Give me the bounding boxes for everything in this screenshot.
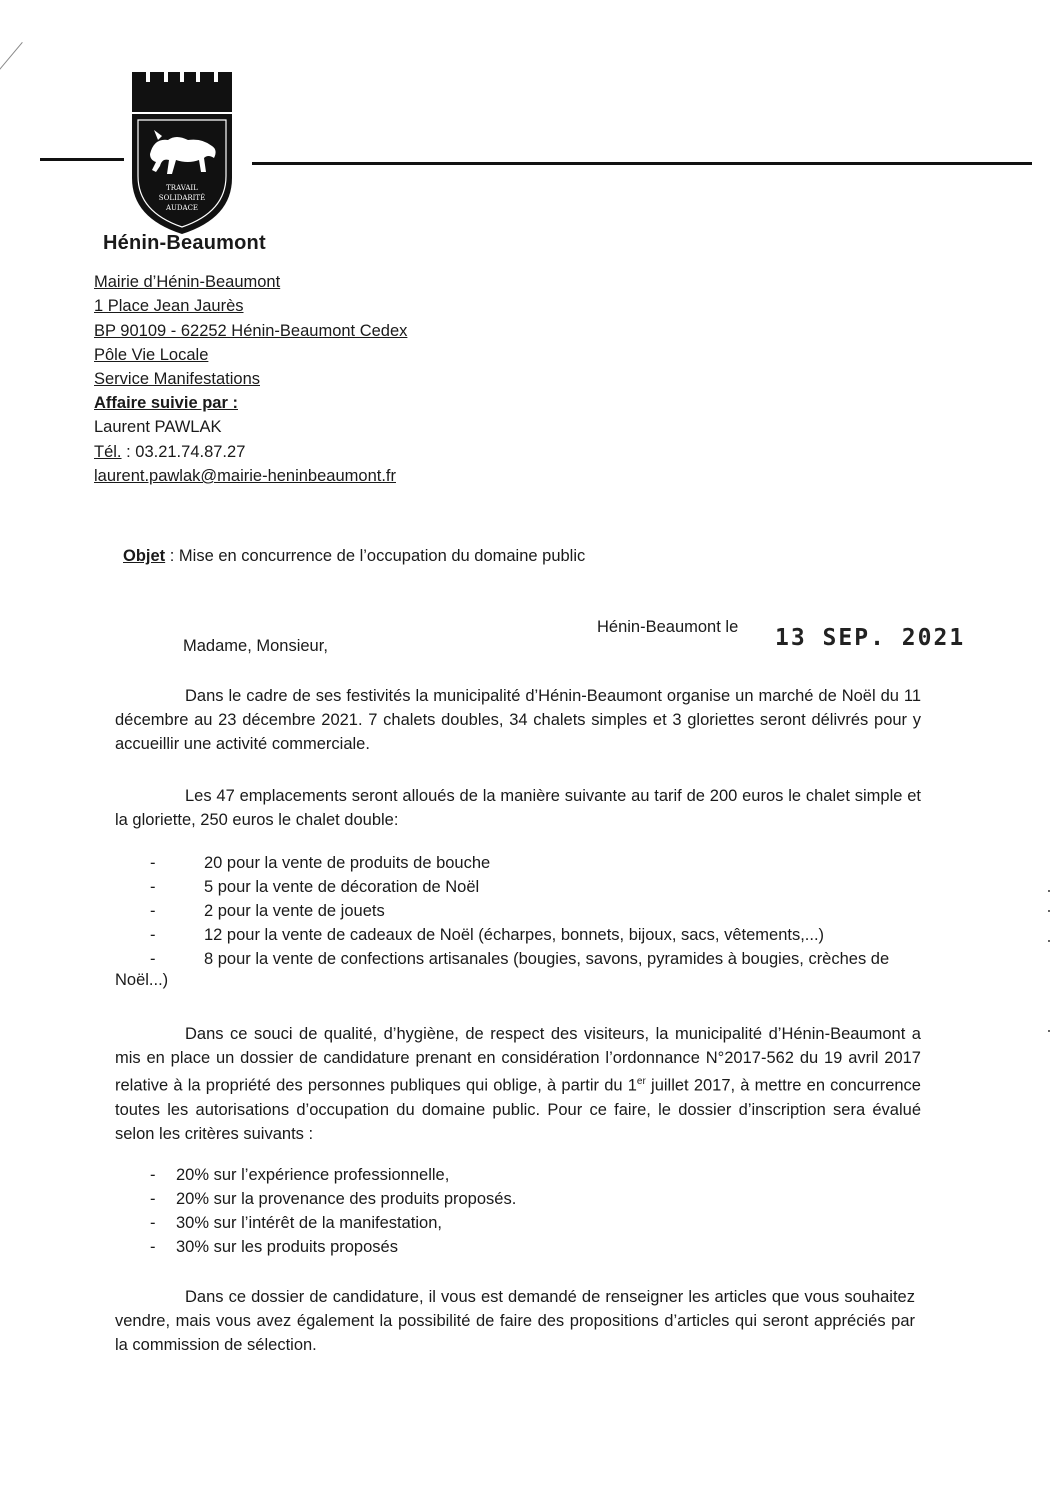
address-line-pole: Pôle Vie Locale [94, 346, 209, 364]
allocations-wrap: Noël...) [115, 971, 169, 989]
crest-motto-3: AUDACE [165, 204, 199, 212]
criteria-list [150, 1163, 516, 1259]
salutation: Madame, Monsieur, [183, 637, 328, 655]
list-item: - 8 pour la vente de confections artisanales (bougies, savons, pyramides à bougies, crèches de [150, 950, 890, 968]
list-item: - 2 pour la vente de jouets [150, 902, 385, 920]
scan-artifact-dot [1048, 940, 1050, 942]
date-place: Hénin-Beaumont le [597, 618, 739, 636]
subject-label: Objet [123, 547, 166, 565]
crest-motto-2: SOLIDARITÉ [158, 194, 206, 202]
list-item: - 5 pour la vente de décoration de Noël [150, 878, 480, 896]
date-stamp: 13 SEP. 2021 [775, 625, 966, 651]
address-line-contact-label: Affaire suivie par : [94, 394, 238, 412]
city-crest-logo [128, 68, 236, 236]
scan-artifact-line [0, 42, 23, 127]
paragraph-3-text-end: juillet 2017, à mettre en concurrence toutes les autorisations d’occupation du domaine public. Pour ce faire, le dossier d’inscription sera évalué selon les critères suivants : [115, 1076, 921, 1143]
paragraph-4-text: Dans ce dossier de candidature, il vous est demandé de renseigner les articles que vous souhaitez vendre, mais vous avez également la possibilité de faire des propositions d’articles qui seront appréciés par la commission de sélection. [115, 1288, 915, 1354]
list-item: - 30% sur les produits proposés [150, 1238, 398, 1256]
address-line-bp: BP 90109 - 62252 Hénin-Beaumont Cedex [94, 322, 408, 340]
phone-label: Tél. [94, 443, 122, 461]
list-item: - 12 pour la vente de cadeaux de Noël (écharpes, bonnets, bijoux, sacs, vêtements,...) [150, 926, 825, 944]
header-rule-left [40, 158, 124, 161]
contact-phone [94, 440, 245, 464]
contact-name: Laurent PAWLAK [94, 418, 222, 436]
header-rule-right [252, 162, 1032, 165]
address-line-street: 1 Place Jean Jaurès [94, 297, 244, 315]
scan-artifact-dot [1048, 910, 1050, 912]
paragraph-2-text: Les 47 emplacements seront alloués de la manière suivante au tarif de 200 euros le chalet simple et la gloriette, 250 euros le chalet double: [115, 787, 921, 829]
allocations-list [150, 851, 889, 971]
scan-artifact-dot [1048, 1030, 1050, 1032]
address-line-mairie: Mairie d’Hénin-Beaumont [94, 273, 281, 291]
subject-text: : Mise en concurrence de l’occupation du domaine public [165, 547, 586, 565]
list-item: - 20 pour la vente de produits de bouche [150, 854, 491, 872]
subject-line [123, 547, 585, 566]
paragraph-1 [115, 684, 921, 756]
town-name: Hénin-Beaumont [103, 232, 266, 254]
phone-value: : 03.21.74.87.27 [121, 443, 246, 461]
list-item: - 30% sur l’intérêt de la manifestation, [150, 1214, 442, 1232]
contact-email[interactable]: laurent.pawlak@mairie-heninbeaumont.fr [94, 467, 396, 485]
paragraph-4 [115, 1285, 915, 1357]
paragraph-3 [115, 1022, 921, 1146]
paragraph-3-text: Dans ce souci de qualité, d’hygiène, de respect des visiteurs, la municipalité d’Hénin-Beaumont a mis en place un dossier de candidature prenant en considération l’ordonnance N°2017-562 du 19 avril 2017 relative à la propriété des personnes publiques qui oblige, à partir du 1 [115, 1025, 921, 1095]
paragraph-3-sup: er [636, 1076, 646, 1087]
paragraph-1-text: Dans le cadre de ses festivités la municipalité d’Hénin-Beaumont organise un marché de Noël du 11 décembre au 23 décembre 2021. 7 chalets doubles, 34 chalets simples et 3 gloriettes seront délivrés pour y accueillir une activité commerciale. [115, 687, 921, 753]
scan-artifact-dot [1048, 890, 1050, 892]
address-line-service: Service Manifestations [94, 370, 260, 388]
list-item: - 20% sur l’expérience professionnelle, [150, 1166, 450, 1184]
crest-motto-1: TRAVAIL [166, 184, 198, 192]
list-item: - 20% sur la provenance des produits proposés. [150, 1190, 517, 1208]
paragraph-2 [115, 784, 921, 832]
